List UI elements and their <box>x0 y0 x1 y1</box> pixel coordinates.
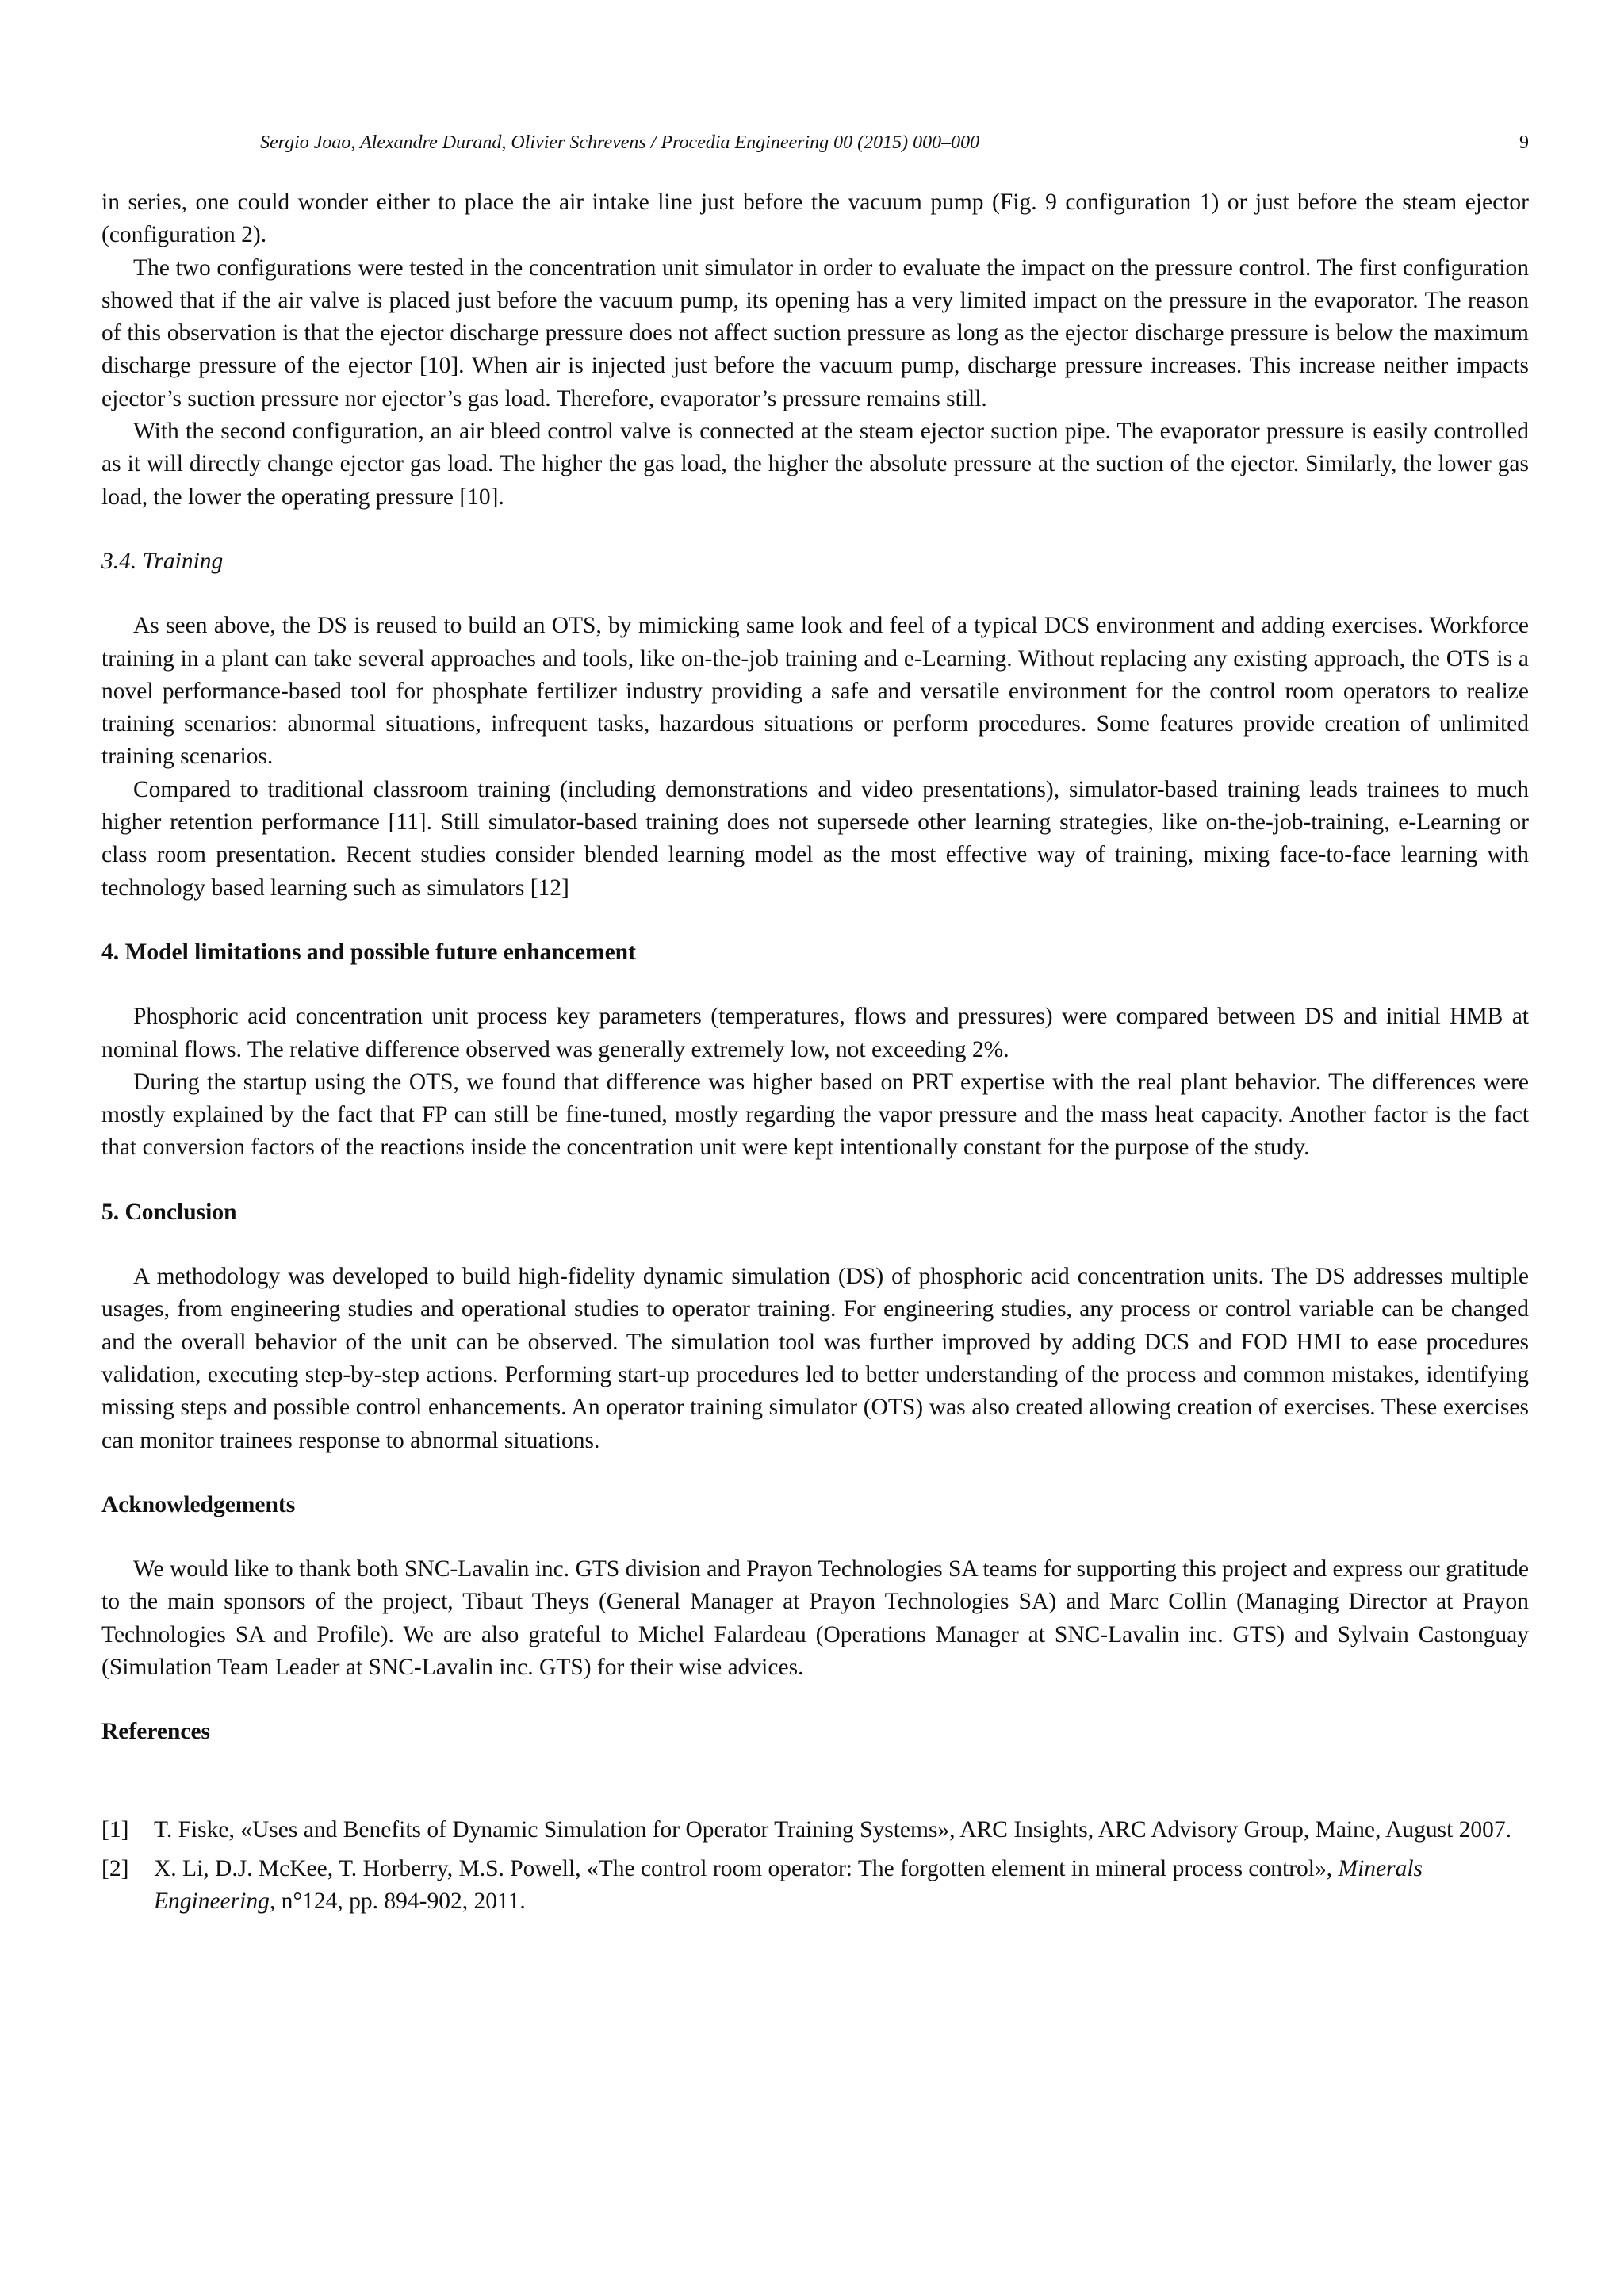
reference-item <box>102 1853 1529 1919</box>
body-text <box>102 186 1529 1924</box>
section-heading-conclusion: 5. Conclusion <box>102 1199 237 1225</box>
reference-journal: Minerals Engineering, <box>154 1855 1423 1915</box>
page-number: 9 <box>1519 132 1529 153</box>
section-heading-model-limitations: 4. Model limitations and possible future enhancement <box>102 939 636 965</box>
reference-number: [2] <box>102 1855 129 1881</box>
reference-list <box>102 1814 1529 1919</box>
paragraph-configurations: The two configurations were tested in the concentration unit simulator in order to evaluate the impact on the pressure control. The first configuration showed that if the air valve is placed just before the vacuum pump, its opening has a very limited impact on the pressure in the evaporator. The reason of this observation is that the ejector discharge pressure does not affect suction pressure as long as the ejector discharge pressure is below the maximum discharge pressure of the ejector [10]. When air is injected just before the vacuum pump, discharge pressure increases. This increase neither impacts ejector’s suction pressure nor ejector’s gas load. Therefore, evaporator’s pressure remains still. <box>102 254 1529 411</box>
paragraph-second-configuration: With the second configuration, an air bleed control valve is connected at the steam ejector suction pipe. The evaporator pressure is easily controlled as it will directly change ejector gas load. The higher the gas load, the higher the absolute pressure at the suction of the ejector. Similarly, the lower gas load, the lower the operating pressure [10]. <box>102 419 1529 510</box>
acknowledgements-heading: Acknowledgements <box>102 1491 296 1517</box>
paragraph-continuation: in series, one could wonder either to place the air intake line just before the vacuum pump (Fig. 9 configuration 1) or just before the steam ejector (configuration 2). <box>102 189 1529 248</box>
references-heading: References <box>102 1719 211 1745</box>
reference-number: [1] <box>102 1816 129 1843</box>
subsection-heading-training: 3.4. Training <box>102 548 224 574</box>
reference-item <box>102 1814 1529 1846</box>
running-header <box>102 127 1529 159</box>
reference-text: X. Li, D.J. McKee, T. Horberry, M.S. Powell, «The control room operator: The forgotten element in mineral process control», <box>154 1855 1333 1881</box>
paragraph-training-ots: As seen above, the DS is reused to build an OTS, by mimicking same look and feel of a typical DCS environment and adding exercises. Workforce training in a plant can take several approaches and tools, like on-the-job training and e-Learning. Without replacing any existing approach, the OTS is a novel performance-based tool for phosphate fertilizer industry providing a safe and versatile environment for the control room operators to realize training scenarios: abnormal situations, infrequent tasks, hazardous situations or perform procedures. Some features provide creation of unlimited training scenarios. <box>102 613 1529 770</box>
paragraph-conclusion: A methodology was developed to build high-fidelity dynamic simulation (DS) of phosphoric acid concentration units. The DS addresses multiple usages, from engineering studies and operational studies to operator training. For engineering studies, any process or control variable can be changed and the overall behavior of the unit can be observed. The simulation tool was further improved by adding DCS and FOD HMI to ease procedures validation, executing step-by-step actions. Performing start-up procedures led to better understanding of the process and common mistakes, identifying missing steps and possible control enhancements. An operator training simulator (OTS) was also created allowing creation of exercises. These exercises can monitor trainees response to abnormal situations. <box>102 1264 1529 1453</box>
reference-details: n°124, pp. 894-902, 2011. <box>281 1888 526 1915</box>
paragraph-training-comparison: Compared to traditional classroom training (including demonstrations and video presentations), simulator-based training leads trainees to much higher retention performance [11]. Still simulator-based training does not supersede other learning strategies, like on-the-job-training, e-Learning or class room presentation. Recent studies consider blended learning model as the most effective way of training, mixing face-to-face learning with technology based learning such as simulators [12] <box>102 776 1529 901</box>
paragraph-startup: During the startup using the OTS, we found that difference was higher based on PRT expertise with the real plant behavior. The differences were mostly explained by the fact that FP can still be fine-tuned, mostly regarding the vapor pressure and the mass heat capacity. Another factor is the fact that conversion factors of the reactions inside the concentration unit were kept intentionally constant for the purpose of the study. <box>102 1069 1529 1161</box>
reference-text: T. Fiske, «Uses and Benefits of Dynamic Simulation for Operator Training Systems», ARC Insights, ARC Advisory Group, Maine, August 2007. <box>154 1816 1512 1843</box>
paragraph-parameters: Phosphoric acid concentration unit process key parameters (temperatures, flows and pressures) were compared between DS and initial HMB at nominal flows. The relative difference observed was generally extremely low, not exceeding 2%. <box>102 1004 1529 1062</box>
paragraph-acknowledgements: We would like to thank both SNC-Lavalin inc. GTS division and Prayon Technologies SA teams for supporting this project and express our gratitude to the main sponsors of the project, Tibaut Theys (General Manager at Prayon Technologies SA) and Marc Collin (Managing Director at Prayon Technologies SA and Profile). We are also grateful to Michel Falardeau (Operations Manager at SNC-Lavalin inc. GTS) and Sylvain Castonguay (Simulation Team Leader at SNC-Lavalin inc. GTS) for their wise advices. <box>102 1556 1529 1680</box>
running-header-authors: Sergio Joao, Alexandre Durand, Olivier Schrevens / Procedia Engineering 00 (2015) 000–000 <box>260 132 980 153</box>
